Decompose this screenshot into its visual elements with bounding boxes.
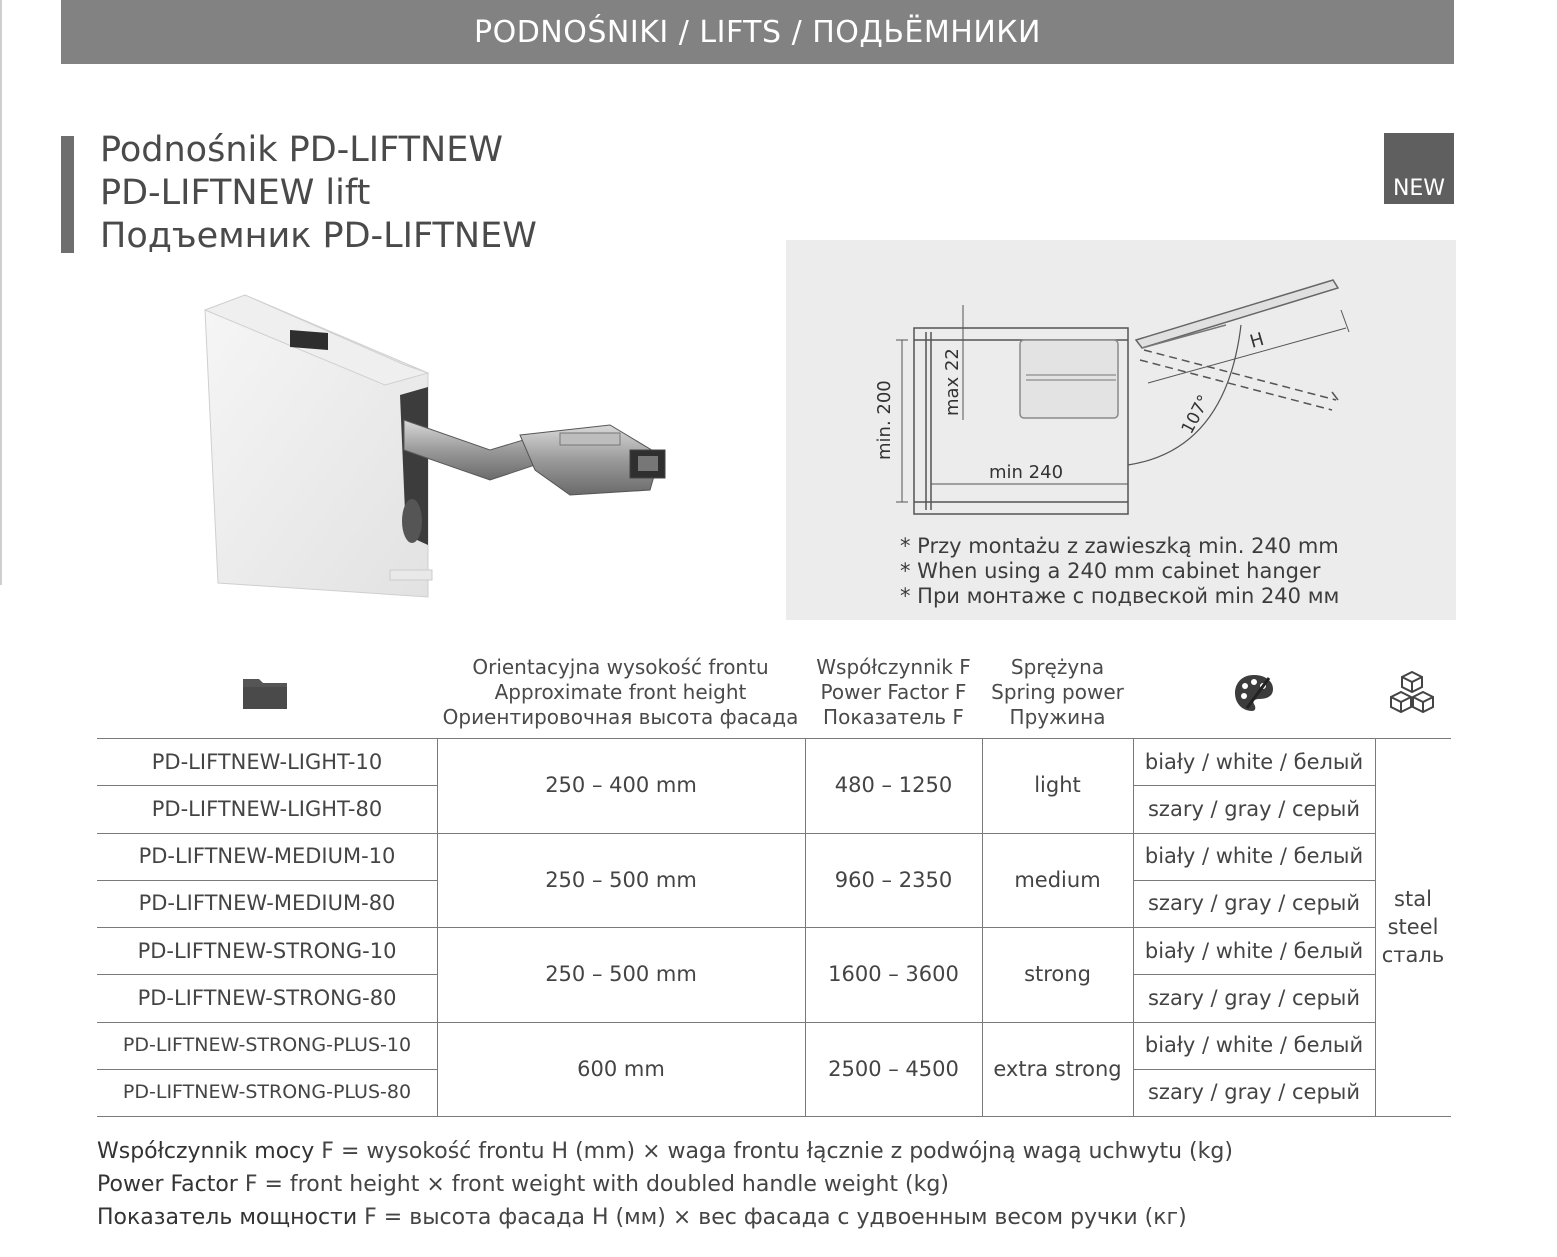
dim-min200-label: min. 200 (874, 380, 895, 460)
header-front-height-en: Approximate front height (494, 680, 747, 704)
dim-max22-label: max 22 (942, 348, 963, 416)
power-factor-cell: 960 – 2350 (834, 867, 953, 892)
header-front-height-pl: Orientacyjna wysokość frontu (472, 655, 769, 679)
color-cell: biały / white / белый (1144, 938, 1364, 963)
footer-text-pl: F = wysokość frontu H (mm) × waga frontu łącznie z podwójną wagą uchwytu (kg) (314, 1139, 1233, 1164)
header-spring-en: Spring power (991, 680, 1124, 704)
material-cell (1375, 738, 1451, 1116)
new-badge (1384, 133, 1454, 204)
footer-formula-en (97, 1172, 949, 1197)
table-row-rule (97, 1116, 1451, 1117)
product-code-cell: PD-LIFTNEW-STRONG-PLUS-80 (122, 1081, 412, 1104)
dim-min240-label: min 240 (989, 462, 1064, 483)
footer-formula-ru (97, 1205, 1187, 1230)
dim-h-label: H (1247, 328, 1267, 353)
product-code-cell: PD-LIFTNEW-MEDIUM-10 (138, 844, 396, 869)
section-banner (61, 0, 1454, 64)
header-power-factor-ru: Показатель F (823, 705, 964, 729)
mounting-note-pl: * Przy montażu z zawieszką min. 240 mm (900, 534, 1339, 558)
cubes-icon (1388, 670, 1436, 716)
color-cell: szary / gray / серый (1147, 891, 1361, 916)
product-code-cell: PD-LIFTNEW-LIGHT-80 (151, 796, 383, 821)
header-power-factor-pl: Współczynnik F (816, 655, 971, 679)
front-height-cell: 250 – 500 mm (545, 962, 697, 987)
color-cell: szary / gray / серый (1147, 796, 1361, 821)
mounting-note-ru: * При монтаже с подвеской min 240 мм (900, 584, 1340, 608)
footer-text-ru: F = высота фасада H (мм) × вес фасада с удвоенным весом ручки (кг) (357, 1205, 1187, 1230)
power-factor-cell: 480 – 1250 (834, 773, 953, 798)
material-label: сталь (1381, 943, 1445, 967)
color-cell: szary / gray / серый (1147, 1080, 1361, 1105)
footer-label-pl: Współczynnik mocy (97, 1139, 315, 1164)
spring-cell: light (1034, 773, 1081, 798)
color-cell: szary / gray / серый (1147, 985, 1361, 1010)
product-photo (190, 285, 690, 605)
header-spring (982, 655, 1133, 730)
front-height-cell: 250 – 500 mm (545, 867, 697, 892)
color-cell: biały / white / белый (1144, 1033, 1364, 1058)
product-title-en: PD-LIFTNEW lift (100, 173, 371, 213)
footer-label-ru: Показатель мощности (97, 1205, 358, 1230)
footer-text-en: F = front height × front weight with doubled handle weight (kg) (237, 1172, 949, 1197)
spring-cell: extra strong (993, 1056, 1122, 1081)
spring-cell: medium (1014, 867, 1101, 892)
title-accent-bar (61, 136, 74, 253)
color-cell: biały / white / белый (1144, 749, 1364, 774)
header-spring-ru: Пружина (1009, 705, 1106, 729)
product-code-cell: PD-LIFTNEW-STRONG-PLUS-10 (122, 1034, 412, 1057)
header-front-height (437, 655, 804, 730)
new-badge-label: NEW (1392, 176, 1446, 201)
header-spring-pl: Sprężyna (1010, 655, 1105, 679)
header-front-height-ru: Ориентировочная высота фасада (442, 705, 799, 729)
product-code-cell: PD-LIFTNEW-STRONG-10 (137, 938, 397, 963)
power-factor-cell: 1600 – 3600 (828, 962, 959, 987)
front-height-cell: 250 – 400 mm (545, 773, 697, 798)
page-margin-rule (0, 0, 2, 585)
product-code-cell: PD-LIFTNEW-STRONG-80 (137, 985, 397, 1010)
mounting-note-en: * When using a 240 mm cabinet hanger (900, 559, 1321, 583)
color-cell: biały / white / белый (1144, 844, 1364, 869)
footer-label-en: Power Factor (97, 1172, 238, 1197)
folder-icon (241, 673, 291, 711)
product-code-cell: PD-LIFTNEW-LIGHT-10 (151, 749, 383, 774)
angle-label: 107° (1177, 391, 1215, 438)
product-code-cell: PD-LIFTNEW-MEDIUM-80 (138, 891, 396, 916)
palette-icon (1233, 672, 1275, 714)
header-power-factor-en: Power Factor F (820, 680, 967, 704)
product-title-ru: Подъемник PD-LIFTNEW (100, 216, 537, 256)
spring-cell: strong (1024, 962, 1091, 987)
power-factor-cell: 2500 – 4500 (828, 1056, 959, 1081)
front-height-cell: 600 mm (577, 1056, 665, 1081)
material-label: steel (1387, 915, 1439, 939)
banner-title: PODNOŚNIKI / LIFTS / ПОДЬЁМНИКИ (474, 14, 1041, 50)
header-power-factor (805, 655, 982, 730)
material-label: stal (1394, 887, 1432, 911)
product-title-pl: Podnośnik PD-LIFTNEW (100, 130, 503, 170)
footer-formula-pl (97, 1139, 1233, 1164)
